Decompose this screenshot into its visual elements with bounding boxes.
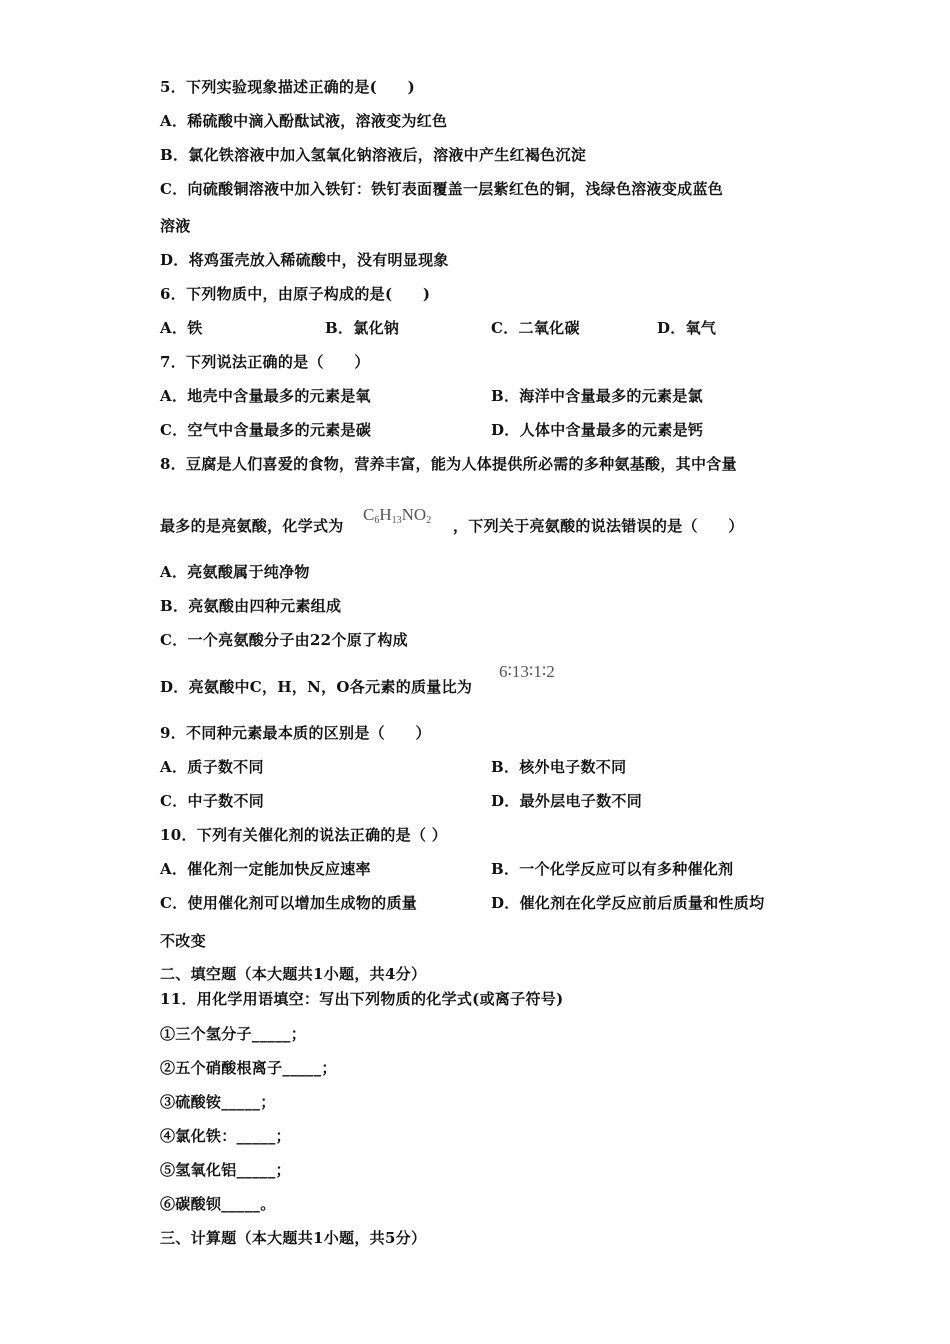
q8-option-c: C．一个亮氨酸分子由22个原了构成 <box>160 631 408 649</box>
q10-stem: 10．下列有关催化剂的说法正确的是（ ） <box>160 826 448 844</box>
q8-option-b: B．亮氨酸由四种元素组成 <box>160 597 342 615</box>
q11-item-3: ③硫酸铵_____； <box>160 1093 276 1111</box>
q5-option-a: A．稀硫酸中滴入酚酞试液，溶液变为红色 <box>160 112 448 130</box>
q8-option-a: A．亮氨酸属于纯净物 <box>160 563 310 581</box>
section-2-heading: 二、填空题（本大题共1小题，共4分） <box>160 965 427 983</box>
q7-option-a: A．地壳中含量最多的元素是氧 <box>160 387 371 405</box>
q9-option-b: B．核外电子数不同 <box>491 758 627 776</box>
q8-stem-line2b: ，下列关于亮氨酸的说法错误的是（ ） <box>453 517 744 535</box>
q10-option-a: A．催化剂一定能加快反应速率 <box>160 860 371 878</box>
q5-stem: 5．下列实验现象描述正确的是( ) <box>160 78 416 96</box>
q6-stem: 6．下列物质中，由原子构成的是( ) <box>160 285 431 303</box>
q9-option-c: C．中子数不同 <box>160 792 265 810</box>
q6-option-c: C．二氧化碳 <box>491 319 580 337</box>
q11-stem: 11．用化学用语填空：写出下列物质的化学式(或离子符号) <box>160 990 564 1008</box>
q9-option-a: A．质子数不同 <box>160 758 264 776</box>
q8-option-d: D．亮氨酸中C，H，N，O各元素的质量比为 <box>160 678 473 696</box>
q6-option-b: B．氯化钠 <box>325 319 400 337</box>
q10-option-b: B．一个化学反应可以有多种催化剂 <box>491 860 734 878</box>
q8-stem-line2a: 最多的是亮氨酸，化学式为 <box>160 517 344 535</box>
mass-ratio: 6∶13∶1∶2 <box>499 662 555 681</box>
q11-item-2: ②五个硝酸根离子_____； <box>160 1059 337 1077</box>
q7-option-d: D．人体中含量最多的元素是钙 <box>491 421 704 439</box>
q10-option-c: C．使用催化剂可以增加生成物的质量 <box>160 894 418 912</box>
q7-option-c: C．空气中含量最多的元素是碳 <box>160 421 372 439</box>
q5-option-c-continued: 溶液 <box>160 217 191 235</box>
leucine-formula: $C_6H_{13}NO_2$ <box>363 505 432 526</box>
q6-option-a: A．铁 <box>160 319 203 337</box>
q5-option-d: D．将鸡蛋壳放入稀硫酸中，没有明显现象 <box>160 251 449 269</box>
q11-item-1: ①三个氢分子_____； <box>160 1025 307 1043</box>
q11-item-4: ④氯化铁：_____； <box>160 1127 291 1145</box>
q10-option-d: D．催化剂在化学反应前后质量和性质均 <box>491 894 765 912</box>
q9-stem: 9．不同种元素最本质的区别是（ ） <box>160 724 431 742</box>
q10-option-d-continued: 不改变 <box>160 932 206 950</box>
q5-option-c: C．向硫酸铜溶液中加入铁钉：铁钉表面覆盖一层紫红色的铜，浅绿色溶液变成蓝色 <box>160 180 724 198</box>
q7-option-b: B．海洋中含量最多的元素是氯 <box>491 387 703 405</box>
q6-option-d: D．氧气 <box>657 319 717 337</box>
q9-option-d: D．最外层电子数不同 <box>491 792 643 810</box>
q7-stem: 7．下列说法正确的是（ ） <box>160 353 370 371</box>
section-3-heading: 三、计算题（本大题共1小题，共5分） <box>160 1229 427 1247</box>
q11-item-5: ⑤氢氧化铝_____； <box>160 1161 291 1179</box>
q8-stem-line1: 8．豆腐是人们喜爱的食物，营养丰富，能为人体提供所必需的多种氨基酸，其中含量 <box>160 455 737 473</box>
q11-item-6: ⑥碳酸钡_____。 <box>160 1195 276 1213</box>
q5-option-b: B．氯化铁溶液中加入氢氧化钠溶液后，溶液中产生红褐色沉淀 <box>160 146 587 164</box>
